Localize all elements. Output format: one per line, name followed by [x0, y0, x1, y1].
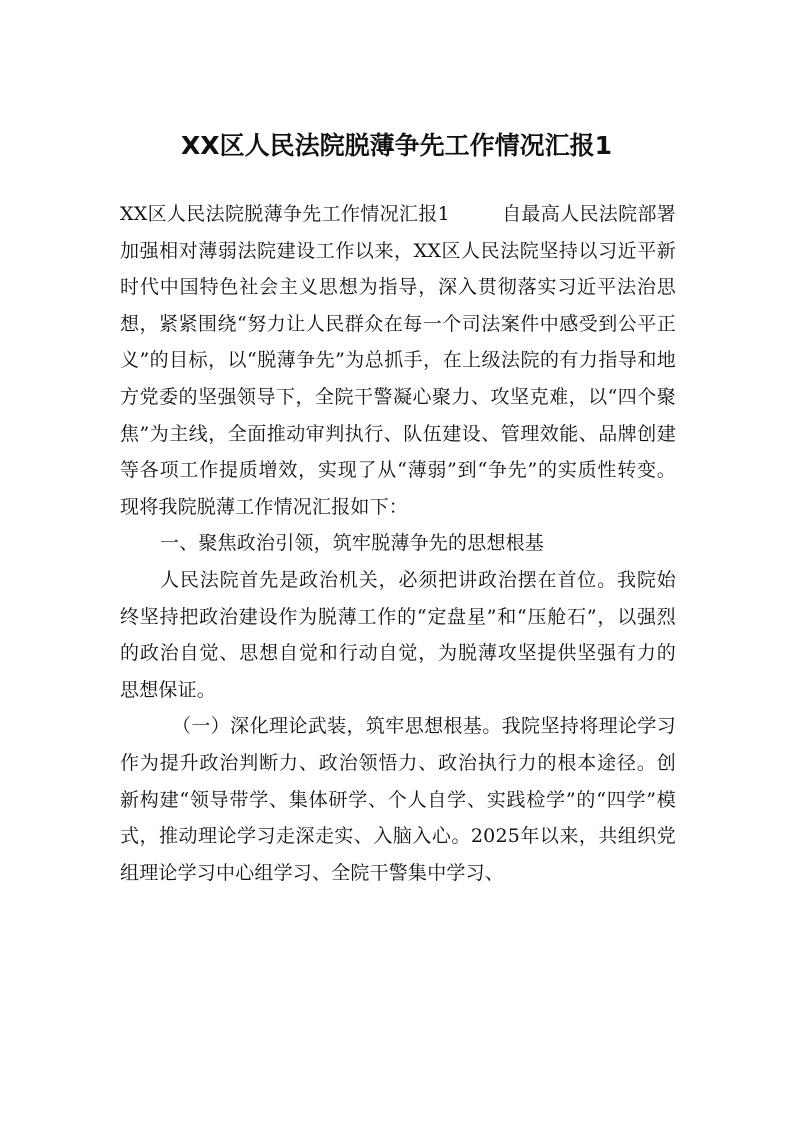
section-heading-1: 一、聚焦政治引领，筑牢脱薄争先的思想根基	[160, 532, 545, 555]
section-1-paragraph: 人民法院首先是政治机关，必须把讲政治摆在首位。我院始终坚持把政治建设作为脱薄工作的“定盘星”和“压舱石”，以强烈的政治自觉、思想自觉和行动自觉，为脱薄攻坚提供坚强有力的思想保证。	[120, 568, 676, 701]
subsection-1-paragraph: （一）深化理论武装，筑牢思想根基。我院坚持将理论学习作为提升政治判断力、政治领悟力、政治执行力的根本途径。创新构建“领导带学、集体研学、个人自学、实践检学”的“四学”模式，推动理论学习走深走实、入脑入心。2025年以来，共组织党组理论学习中心组学习、全院干警集中学习、	[120, 715, 676, 884]
intro-lead: XX区人民法院脱薄争先工作情况汇报1	[120, 203, 450, 225]
document-title: XX区人民法院脱薄争先工作情况汇报1	[181, 131, 612, 160]
intro-text: 自最高人民法院部署加强相对薄弱法院建设工作以来，XX区人民法院坚持以习近平新时代中国特色社会主义思想为指导，深入贯彻落实习近平法治思想，紧紧围绕“努力让人民群众在每一个司法案件中感受到公平正义”的目标，以“脱薄争先”为总抓手，在上级法院的有力指导和地方党委的坚强领导下，全院干警凝心聚力、攻坚克难，以“四个聚焦”为主线，全面推动审判执行、队伍建设、管理效能、品牌创建等各项工作提质增效，实现了从“薄弱”到“争先”的实质性转变。现将我院脱薄工作情况汇报如下：	[120, 203, 676, 518]
document-body	[120, 196, 676, 891]
intro-paragraph	[120, 196, 676, 525]
